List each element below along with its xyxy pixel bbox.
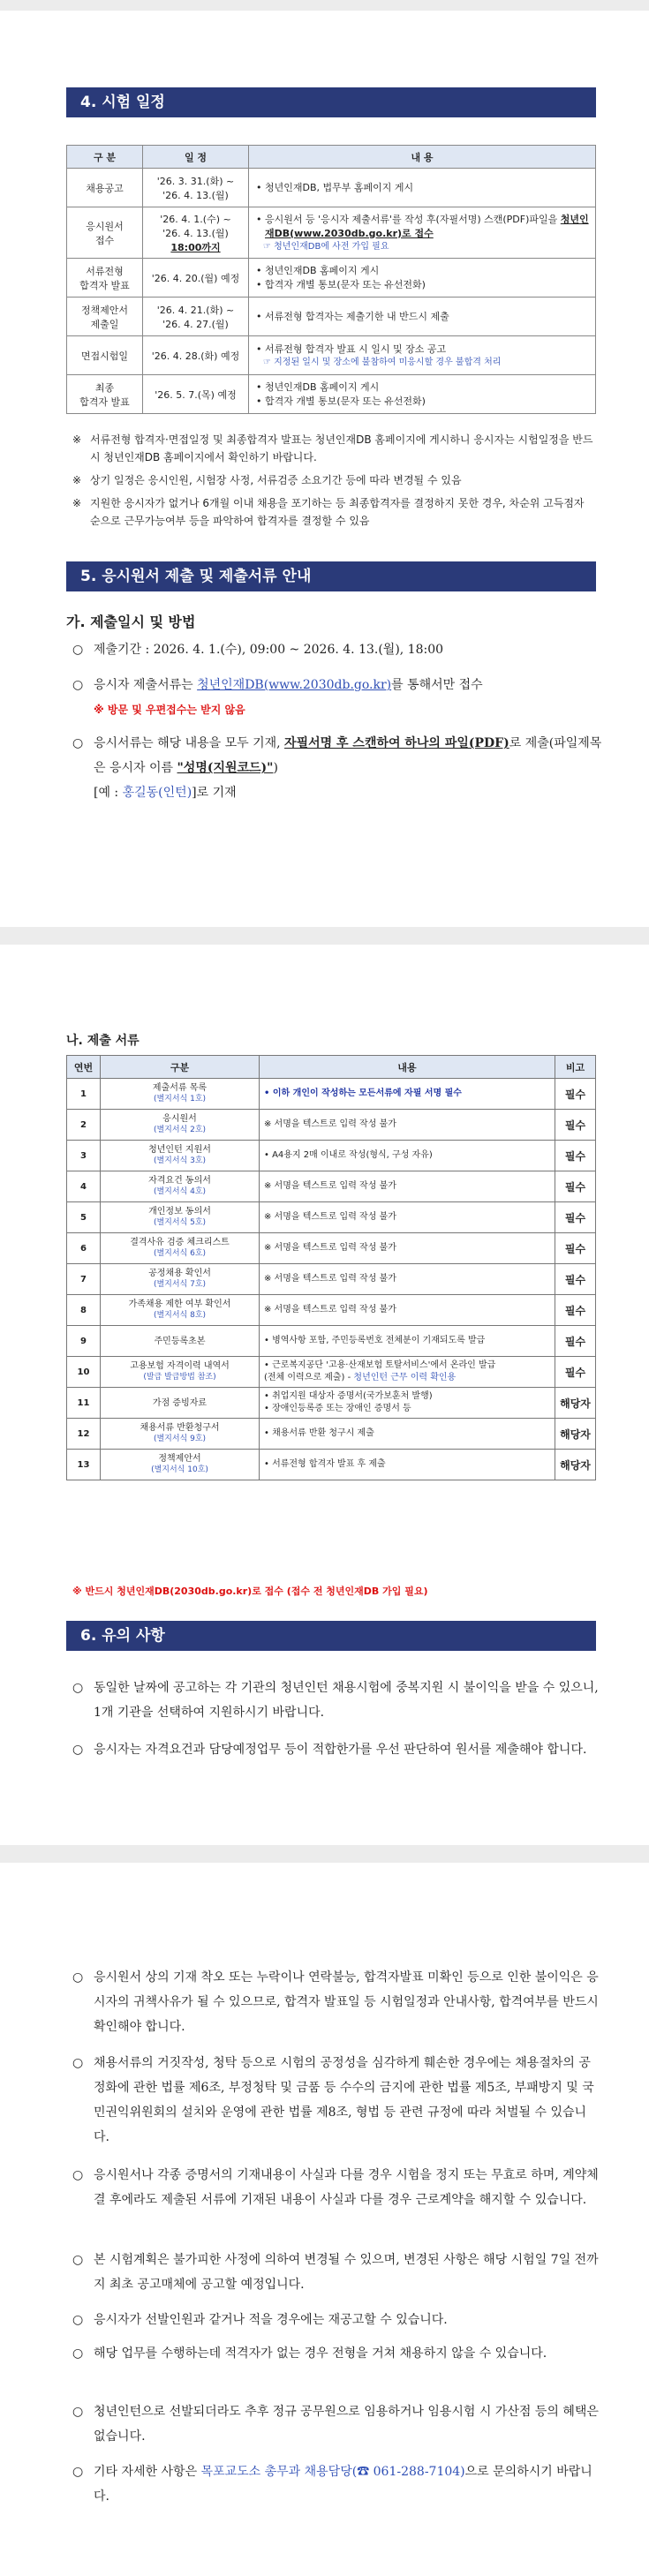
paragraph-text: 응시자가 선발인원과 같거나 적을 경우에는 재공고할 수 있습니다. <box>94 2313 448 2327</box>
text-run: 응시자 제출서류는 <box>94 678 198 692</box>
category-line: 최종 <box>94 381 115 394</box>
contact-text: 목포교도소 총무과 채용담당(☎ 061-288-7104) <box>200 2465 465 2479</box>
paragraph <box>72 1737 602 1762</box>
document-form: (별지서식 6호) <box>153 1249 207 1258</box>
text-run: ) <box>273 761 278 775</box>
paragraph <box>72 2459 602 2509</box>
paragraph-text: 청년인턴으로 선발되더라도 추후 정규 공무원으로 임용하거나 임용시험 시 가산점 등의 혜택은 없습니다. <box>94 2405 599 2444</box>
document-name: 결격사유 검증 체크리스트 <box>130 1238 230 1247</box>
bullet-text: 응시원서 등 '응시자 제출서류'를 작성 후(자필서명) 스캔(PDF)파일을 <box>265 213 561 225</box>
date-cell: '26. 4. 20.(월) 예정 <box>143 259 249 298</box>
content-line: • 장애인등록증 또는 장애인 증명서 등 <box>264 1404 411 1413</box>
document-name: 고용보험 자격이력 내역서 <box>130 1361 230 1371</box>
paragraph <box>72 1676 602 1725</box>
bullet-item <box>254 213 590 241</box>
document-name-cell <box>101 1171 260 1202</box>
content-text: (전체 이력으로 제출) - <box>264 1373 351 1382</box>
document-name: 청년인턴 지원서 <box>148 1145 211 1155</box>
content-cell <box>260 1295 555 1326</box>
document-form: (별지서식 4호) <box>153 1187 207 1196</box>
category-cell <box>67 259 143 298</box>
row-number: 13 <box>67 1450 101 1480</box>
content-line: ※ 서명을 텍스트로 입력 작성 불가 <box>264 1243 396 1253</box>
content-line: • 취업지원 대상자 증명서(국가보훈처 발행) <box>264 1391 433 1401</box>
document-name: 주민등록초본 <box>154 1336 206 1346</box>
content-cell <box>249 336 596 375</box>
content-line: • 서류전형 합격자 발표 후 제출 <box>264 1459 386 1469</box>
content-cell <box>260 1171 555 1202</box>
note-text: 지원한 응시자가 없거나 6개월 이내 채용을 포기하는 등 최종합격자를 결정하지 못한 경우, 차순위 고득점자 순으로 근무가능여부 등을 파악하여 합격자를 결정할 수 있음 <box>90 497 585 527</box>
date-text: '26. 4. 13.(월) <box>162 227 229 239</box>
category-line: 서류전형 <box>86 265 124 277</box>
document-name: 개인정보 동의서 <box>148 1207 211 1216</box>
bullet-item: • 합격자 개별 통보(문자 또는 유선전화) <box>254 278 590 292</box>
category-line: 합격자 발표 <box>79 395 130 408</box>
row-number: 5 <box>67 1202 101 1233</box>
category-line: 응시원서 <box>86 220 124 232</box>
paragraph-text <box>72 731 602 805</box>
content-cell <box>260 1450 555 1480</box>
subsection-title-period: 가. 제출일시 및 방법 <box>66 614 196 630</box>
paragraph-text: 응시원서나 각종 증명서의 기재내용이 사실과 다를 경우 시험을 정지 또는 무효로 하며, 계약체결 후에라도 제출된 서류에 기재된 내용이 사실과 다를 경우 근로계약을 해지할 수 있습니다. <box>94 2168 599 2207</box>
text-run: 를 통해서만 접수 <box>391 678 483 692</box>
category-cell <box>67 298 143 336</box>
date-line: '26. 3. 31.(화) ~ <box>156 175 235 187</box>
content-cell <box>260 1141 555 1171</box>
bullet-item: • 청년인재DB 홈페이지 게시 <box>254 380 590 395</box>
date-cell <box>143 169 249 207</box>
date-cell: '26. 4. 28.(화) 예정 <box>143 336 249 375</box>
text-run: 응시서류는 해당 내용을 모두 기재, <box>94 736 285 750</box>
requirement-badge: 필수 <box>555 1357 596 1388</box>
table-row <box>67 1295 596 1326</box>
paragraph <box>72 2308 602 2332</box>
date-line: '26. 4. 21.(화) ~ <box>156 304 235 316</box>
row-number: 4 <box>67 1171 101 1202</box>
document-form: (별지서식 9호) <box>153 1435 207 1443</box>
paragraph <box>72 731 602 805</box>
bullet-emphasis: 청년인재DB(www.2030db.go.kr)로 접수 <box>265 213 589 239</box>
circle-bullet: ○ <box>72 643 84 657</box>
table-row <box>67 1450 596 1480</box>
date-cell: '26. 5. 7.(목) 예정 <box>143 375 249 414</box>
text-emphasis: "성명(지원코드)" <box>177 761 274 775</box>
content-emphasis: 청년인턴 근무 이력 확인용 <box>351 1373 457 1382</box>
content-cell <box>249 298 596 336</box>
document-name-cell <box>101 1079 260 1110</box>
date-line: '26. 4. 13.(월) <box>162 189 229 201</box>
content-cell <box>249 207 596 259</box>
circle-bullet: ○ <box>72 2056 84 2070</box>
text-run: [예 : <box>94 786 123 800</box>
paragraph <box>72 673 602 722</box>
table-header: 연번 <box>67 1056 101 1079</box>
example-text: 홍길동(인턴) <box>122 786 192 800</box>
paragraph-text: 응시원서 상의 기재 착오 또는 누락이나 연락불능, 합격자발표 미확인 등으로 인한 불이익은 응시자의 귀책사유가 될 수 있으므로, 합격자 발표일 등 시험일정과 안내사항, 합격여부를 반드시 확인해야 합니다. <box>94 1970 599 2034</box>
row-number: 3 <box>67 1141 101 1171</box>
warning-text: ※ 방문 및 우편접수는 받지 않음 <box>94 704 245 716</box>
requirement-badge: 필수 <box>555 1233 596 1264</box>
sub-note: ☞ 청년인재DB에 사전 가입 필요 <box>263 241 389 252</box>
date-line: '26. 4. 1.(수) ~ <box>160 213 231 225</box>
table-header: 일 정 <box>143 146 249 169</box>
table-row <box>67 1202 596 1233</box>
circle-bullet: ○ <box>72 2253 84 2267</box>
category-cell <box>67 207 143 259</box>
circle-bullet: ○ <box>72 2168 84 2182</box>
table-header: 구분 <box>101 1056 260 1079</box>
document-name-cell <box>101 1202 260 1233</box>
content-line: ※ 서명을 텍스트로 입력 작성 불가 <box>264 1119 396 1129</box>
circle-bullet: ○ <box>72 2405 84 2419</box>
document-name-cell <box>101 1388 260 1419</box>
content-line: • 병역사항 포함, 주민등록번호 전체분이 기재되도록 발급 <box>264 1336 486 1345</box>
table-row <box>67 1171 596 1202</box>
requirement-badge: 필수 <box>555 1110 596 1141</box>
content-line: ※ 서명을 텍스트로 입력 작성 불가 <box>264 1212 396 1222</box>
subsection-title-documents: 나. 제출 서류 <box>66 1034 140 1048</box>
content-cell <box>260 1326 555 1357</box>
table-row <box>67 169 596 207</box>
row-number: 10 <box>67 1357 101 1388</box>
content-cell <box>260 1419 555 1450</box>
document-form: (별지서식 7호) <box>153 1280 207 1289</box>
document-name: 채용서류 반환청구서 <box>140 1423 220 1433</box>
table-row <box>67 336 596 375</box>
deadline-time: 18:00까지 <box>170 241 221 253</box>
document-form: (별지서식 2호) <box>153 1126 207 1134</box>
row-number: 9 <box>67 1326 101 1357</box>
document-name-cell <box>101 1357 260 1388</box>
table-row <box>67 1079 596 1110</box>
table-row <box>67 1388 596 1419</box>
table-header: 구 분 <box>67 146 143 169</box>
text-run: ]로 기재 <box>192 786 237 800</box>
circle-bullet: ○ <box>72 2346 84 2361</box>
paragraph <box>72 2248 602 2297</box>
paragraph-text: 동일한 날짜에 공고하는 각 기관의 청년인턴 채용시험에 중복지원 시 불이익을 받을 수 있으니, 1개 기관을 선택하여 지원하시기 바랍니다. <box>94 1681 599 1720</box>
row-number: 7 <box>67 1264 101 1295</box>
table-row <box>67 207 596 259</box>
note-item <box>72 471 593 489</box>
circle-bullet: ○ <box>72 1681 84 1695</box>
circle-bullet: ○ <box>72 2313 84 2327</box>
content-cell <box>249 259 596 298</box>
document-name-cell <box>101 1141 260 1171</box>
category-cell <box>67 375 143 414</box>
row-number: 1 <box>67 1079 101 1110</box>
bullet-item: • 청년인재DB 홈페이지 게시 <box>254 264 590 278</box>
requirement-badge: 해당자 <box>555 1450 596 1480</box>
document-name: 공정채용 확인서 <box>148 1269 211 1278</box>
submission-warning: ※ 반드시 청년인재DB(2030db.go.kr)로 접수 (접수 전 청년인재DB 가입 필요) <box>72 1586 428 1597</box>
document-form: (별지서식 3호) <box>153 1156 207 1165</box>
document-name-cell <box>101 1110 260 1141</box>
requirement-badge: 필수 <box>555 1171 596 1202</box>
table-header: 내용 <box>260 1056 555 1079</box>
requirement-badge: 필수 <box>555 1326 596 1357</box>
requirement-badge: 필수 <box>555 1264 596 1295</box>
document-name-cell <box>101 1233 260 1264</box>
section-title-notes: 6. 유의 사항 <box>66 1621 596 1651</box>
page-gap <box>0 1845 649 1863</box>
note-text: 상기 일정은 응시인원, 시험장 사정, 서류검증 소요기간 등에 따라 변경될 수 있음 <box>90 474 462 486</box>
content-line: • 채용서류 반환 청구시 제출 <box>264 1428 374 1438</box>
table-row <box>67 298 596 336</box>
content-line: ※ 서명을 텍스트로 입력 작성 불가 <box>264 1274 396 1284</box>
page-gap <box>0 0 649 11</box>
category-line: 정책제안서 <box>80 304 129 316</box>
requirement-badge: 해당자 <box>555 1388 596 1419</box>
document-name: 가족채용 제한 여부 확인서 <box>128 1299 231 1309</box>
paragraph <box>72 637 602 662</box>
paragraph <box>72 2051 602 2150</box>
document-form: (발급 발급방법 참조) <box>143 1373 216 1382</box>
date-line <box>148 226 243 254</box>
document-form: (별지서식 8호) <box>153 1311 207 1320</box>
document-name-cell <box>101 1326 260 1357</box>
row-number: 12 <box>67 1419 101 1450</box>
content-cell <box>249 169 596 207</box>
text-emphasis: 자필서명 후 스캔하여 하나의 파일(PDF) <box>284 736 509 750</box>
requirement-badge: 필수 <box>555 1295 596 1326</box>
document-name-cell <box>101 1295 260 1326</box>
note-mark: ※ <box>72 497 82 509</box>
paragraph-text <box>72 673 602 722</box>
table-header: 내 용 <box>249 146 596 169</box>
date-cell <box>143 298 249 336</box>
content-cell <box>249 375 596 414</box>
document-form: (별지서식 1호) <box>153 1095 207 1103</box>
circle-bullet: ○ <box>72 736 84 750</box>
table-row <box>67 1233 596 1264</box>
bullet-item: • 서류전형 합격자 발표 시 일시 및 장소 공고 <box>254 343 590 357</box>
requirement-badge: 필수 <box>555 1141 596 1171</box>
db-link[interactable]: 청년인재DB(www.2030db.go.kr) <box>197 678 392 692</box>
table-row <box>67 259 596 298</box>
table-row <box>67 375 596 414</box>
sub-note: ☞ 지정된 일시 및 장소에 불참하여 미응시할 경우 불합격 처리 <box>263 357 502 367</box>
paragraph <box>72 2341 602 2366</box>
paragraph-text: 응시자는 자격요건과 담당예정업무 등이 적합한가를 우선 판단하여 원서를 제출해야 합니다. <box>94 1743 587 1757</box>
requirement-badge: 필수 <box>555 1202 596 1233</box>
category-line: 제출일 <box>90 318 119 330</box>
document-name-cell <box>101 1419 260 1450</box>
note-item <box>72 494 593 530</box>
table-row <box>67 1110 596 1141</box>
requirement-badge: 해당자 <box>555 1419 596 1450</box>
paragraph <box>72 2163 602 2212</box>
content-cell <box>260 1388 555 1419</box>
note-item <box>72 431 593 466</box>
text-run: 기타 자세한 사항은 <box>94 2465 201 2479</box>
circle-bullet: ○ <box>72 678 84 692</box>
note-mark: ※ <box>72 474 82 486</box>
content-cell <box>260 1357 555 1388</box>
text-run: 로 제출(파일제목은 응시자 이름 <box>94 736 602 775</box>
content-line: ※ 서명을 텍스트로 입력 작성 불가 <box>264 1181 396 1191</box>
documents-table-body <box>67 1079 596 1480</box>
section-title-submission: 5. 응시원서 제출 및 제출서류 안내 <box>66 561 596 591</box>
content-cell <box>260 1233 555 1264</box>
document-name: 응시원서 <box>162 1114 197 1124</box>
row-number: 6 <box>67 1233 101 1264</box>
paragraph-text: 채용서류의 거짓작성, 청탁 등으로 시험의 공정성을 심각하게 훼손한 경우에는 채용절차의 공정화에 관한 법률 제6조, 부정청탁 및 금품 등 수수의 금지에 관한 법률 제5조, 부패방지 및 국민권익위원회의 설치와 운영에 관한 법률 제8조, 형법 등 관련 규정에 따라 처벌될 수 있습니다. <box>94 2056 594 2144</box>
category-cell: 채용공고 <box>67 169 143 207</box>
table-row <box>67 1357 596 1388</box>
table-header-row <box>67 1056 596 1079</box>
table-row <box>67 1264 596 1295</box>
content-line <box>264 1372 550 1384</box>
content-line: • 근로복지공단 '고용·산재보험 토탈서비스'에서 온라인 발급 <box>264 1360 496 1370</box>
circle-bullet: ○ <box>72 1743 84 1757</box>
content-cell <box>260 1079 555 1110</box>
category-line: 합격자 발표 <box>79 279 130 291</box>
note-text: 서류전형 합격자·면접일정 및 최종합격자 발표는 청년인재DB 홈페이지에 게시하니 응시자는 시험일정을 반드시 청년인재DB 홈페이지에서 확인하기 바랍니다. <box>90 433 593 463</box>
page-gap <box>0 927 649 945</box>
row-number: 11 <box>67 1388 101 1419</box>
row-number: 2 <box>67 1110 101 1141</box>
category-line: 접수 <box>94 234 115 246</box>
section-title-schedule: 4. 시험 일정 <box>66 87 596 117</box>
category-cell: 면접시험일 <box>67 336 143 375</box>
content-line: ※ 서명을 텍스트로 입력 작성 불가 <box>264 1305 396 1314</box>
content-cell <box>260 1202 555 1233</box>
paragraph-text <box>72 2459 602 2509</box>
circle-bullet: ○ <box>72 2465 84 2479</box>
document-form: (별지서식 10호) <box>151 1465 208 1474</box>
content-line: • 이하 개인이 작성하는 모든서류에 자필 서명 필수 <box>264 1088 462 1098</box>
document-name-cell <box>101 1264 260 1295</box>
row-number: 8 <box>67 1295 101 1326</box>
document-name: 가점 증빙자료 <box>152 1397 208 1408</box>
schedule-table <box>66 145 596 414</box>
table-row <box>67 1419 596 1450</box>
bullet-item: • 서류전형 합격자는 제출기한 내 반드시 제출 <box>254 310 590 324</box>
documents-table <box>66 1055 596 1480</box>
bullet-item: • 합격자 개별 통보(문자 또는 유선전화) <box>254 395 590 409</box>
table-header-row <box>67 146 596 169</box>
document-name: 제출서류 목록 <box>152 1083 208 1093</box>
note-mark: ※ <box>72 433 82 446</box>
text-run: 으로 문의하시기 바랍니다. <box>94 2465 592 2504</box>
date-cell <box>143 207 249 259</box>
paragraph <box>72 1965 602 2039</box>
table-header: 비고 <box>555 1056 596 1079</box>
paragraph-text: 본 시험계획은 불가피한 사정에 의하여 변경될 수 있으며, 변경된 사항은 해당 시험일 7일 전까지 최초 공고매체에 공고할 예정입니다. <box>94 2253 599 2292</box>
content-cell <box>260 1110 555 1141</box>
table-row <box>67 1141 596 1171</box>
paragraph-text: 제출기간 : 2026. 4. 1.(수), 09:00 ~ 2026. 4. 13.(월), 18:00 <box>94 643 444 657</box>
table-row <box>67 1326 596 1357</box>
content-cell <box>260 1264 555 1295</box>
document-name-cell <box>101 1450 260 1480</box>
requirement-badge: 필수 <box>555 1079 596 1110</box>
document-name: 정책제안서 <box>158 1454 201 1464</box>
document-name: 자격요건 동의서 <box>148 1176 211 1186</box>
paragraph <box>72 2399 602 2449</box>
date-line: '26. 4. 27.(월) <box>162 318 229 330</box>
bullet-item: • 청년인재DB, 법무부 홈페이지 게시 <box>254 181 590 195</box>
circle-bullet: ○ <box>72 1970 84 1985</box>
paragraph-text: 해당 업무를 수행하는데 적격자가 없는 경우 전형을 거쳐 채용하지 않을 수 있습니다. <box>94 2346 547 2361</box>
content-line: • A4용지 2매 이내로 작성(형식, 구성 자유) <box>264 1150 433 1160</box>
document-form: (별지서식 5호) <box>153 1218 207 1227</box>
